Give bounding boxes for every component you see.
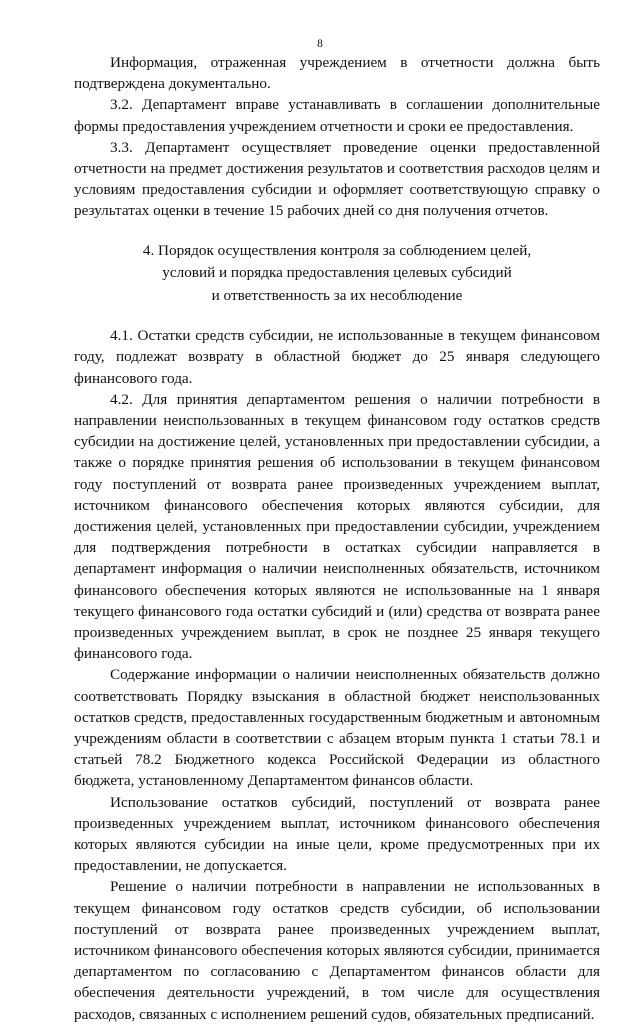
paragraph-4-1: 4.1. Остатки средств субсидии, не использованные в текущем финансовом году, подлежат возврату в областной бюджет до 25 января следующего финансового года. xyxy=(74,327,600,387)
paragraph-4-2: 4.2. Для принятия департаментом решения о наличии потребности в направлении неиспользованных в текущем финансовом году остатков средств субсидии на достижение целей, установленных при предоставлении субсидии, а также о порядке принятия решения об использовании в текущем финансовом году поступлений от возврата ранее произведенных учреждением выплат, источником финансового обеспечения которых являются субсидии, для достижения целей, установленных при предоставлении субсидии, учреждением для подтверждения потребности в остатках субсидии направляется в департамент информация о наличии неисполненных обязательств, источником финансового обеспечения которых являются не использованные на 1 января текущего финансового года остатки субсидий и (или) средства от возврата ранее произведенных учреждением выплат, в срок не позднее 25 января текущего финансового года. xyxy=(74,390,600,663)
section-heading xyxy=(74,240,600,308)
paragraph-3-3: 3.3. Департамент осуществляет проведение оценки предоставленной отчетности на предмет достижения результатов и соответствия расходов целям и условиям предоставления субсидии и оформляет соответствующую справку о результатах оценки в течение 15 рабочих дней со дня получения отчетов. xyxy=(74,138,600,220)
paragraph-3-2: 3.2. Департамент вправе устанавливать в соглашении дополнительные формы предоставления учреждением отчетности и сроки ее предоставления. xyxy=(74,96,600,135)
section-heading-line: 4. Порядок осуществления контроля за соблюдением целей, xyxy=(142,241,532,259)
document-body xyxy=(74,52,600,1025)
paragraph-content-of-information: Содержание информации о наличии неисполненных обязательств должно соответствовать Порядку взыскания в областной бюджет неиспользованных остатков средств, предоставленных государственным бюджетным и автономным учреждениям области в соответствии с абзацем вторым пункта 1 статьи 78.1 и статьей 78.2 Бюджетного кодекса Российской Федерации из областного бюджета, установленному Департаментом финансов области. xyxy=(74,666,600,790)
page-number: 8 xyxy=(317,38,323,50)
section-heading-line: условий и порядка предоставления целевых субсидий xyxy=(162,264,512,282)
paragraph-use-of-remainders: Использование остатков субсидий, поступлений от возврата ранее произведенных учреждением выплат, источником финансового обеспечения которых являются субсидии на иные цели, кроме предусмотренных при их предоставлении, не допускается. xyxy=(74,793,600,875)
section-heading-line: и ответственность за их несоблюдение xyxy=(211,286,463,304)
paragraph-information: Информация, отраженная учреждением в отчетности должна быть подтверждена документально. xyxy=(74,54,600,93)
paragraph-decision: Решение о наличии потребности в направлении не использованных в текущем финансовом году остатков средств субсидии, об использовании поступлений от возврата ранее произведенных учреждением выплат, источником финансового обеспечения которых являются субсидии, принимается департаментом по согласованию с Департаментом финансов области для обеспечения деятельности учреждений, в том числе для осуществления расходов, связанных с исполнением решений судов, обязательных предписаний. xyxy=(74,878,600,1023)
